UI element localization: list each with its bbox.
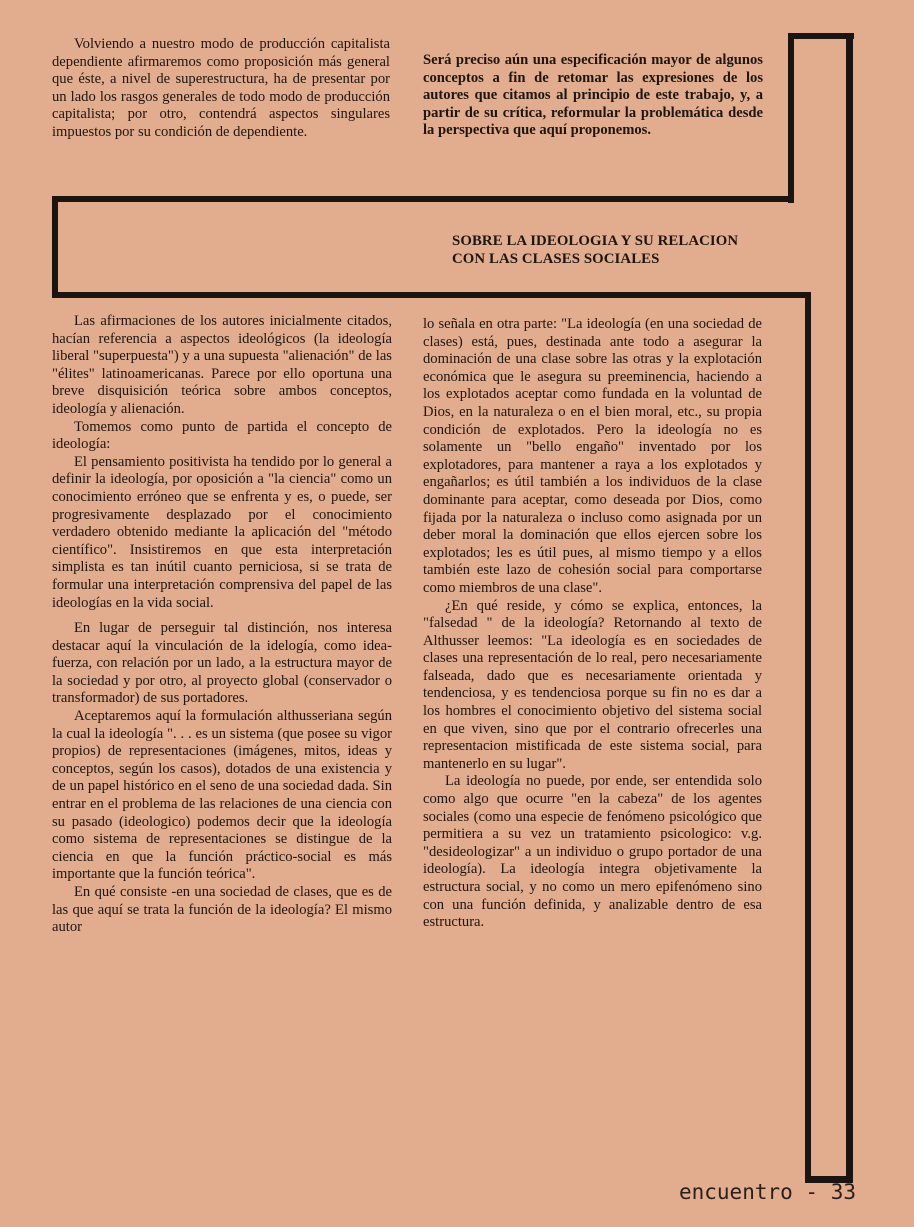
right-paragraph-1: lo señala en otra parte: "La ideología (en una sociedad de clases) está, pues, destinada ante todo a asegurar la dominación de una clase sobre las otras y la explotación económica que le asegura su preeminencia, haciendo a los explotados aceptar como fundada en la voluntad de Dios, en la naturaleza o en el bien moral, etc., su propia condición de explotados. Pero la ideología no es solamente un "bello engaño" inventado por los explotadores, para mantener a raya a los explotados y engañarlos; es útil también a los individuos de la clase dominante para aceptar, como deseada por Dios, como fijada por la naturaleza o incluso como asignada por un deber moral la dominación que ellos ejercen sobre los explotados; les es útil pues, al mismo tiempo y a ellos también este lazo de cohesión social para comportarse como miembros de una clase".	[423, 316, 762, 596]
left-paragraph-1: Las afirmaciones de los autores inicialmente citados, hacían referencia a aspectos ideológicos (la ideología liberal "superpuesta") y a una supuesta "alienación" de las "élites" latinoamericanas. Parece por ello oportuna una breve disquisición teórica sobre ambos conceptos, ideología y alienación.	[52, 313, 392, 417]
top-right-paragraph: Será preciso aún una especificación mayor de algunos conceptos a fin de retomar las expresiones de los autores que citamos al principio de este trabajo, y, a partir de su crítica, reformular la problemática desde la perspectiva que aquí proponemos.	[423, 52, 763, 139]
frame-line-top	[788, 33, 854, 39]
right-paragraph-3: La ideología no puede, por ende, ser entendida solo como algo que ocurre "en la cabeza" de los agentes sociales (como una especie de fenómeno psicológico que permitiera a su vez un tratamiento psicologico: v.g. "desideologizar" a un individuo o grupo portador de una ideología). La ideología integra objetivamente la estructura social, y no como un mero epifenómeno sino con una función definida, y analizable dentro de esa estructura.	[423, 773, 762, 931]
top-left-paragraph: Volviendo a nuestro modo de producción capitalista dependiente afirmaremos como proposición más general que éste, a nivel de superestructura, ha de presentar por un lado los rasgos generales de todo modo de producción capitalista; por otro, contendrá aspectos singulares impuestos por su condición de dependiente.	[52, 36, 390, 140]
right-paragraph-2: ¿En qué reside, y cómo se explica, entonces, la "falsedad " de la ideología? Retornando al texto de Althusser leemos: "La ideología es en sociedades de clases una representación de lo real, pero necesariamente falseada, dado que es necesariamente orientada y tendenciosa, y es tendenciosa porque su fin no es dar a los hombres el conocimiento objetivo del sistema social en que viven, sino que por el contrario ofrecerles una representacion mistificada de este sistema social, para mantenerlo en su lugar".	[423, 597, 762, 772]
top-right-column	[423, 52, 763, 140]
right-column	[423, 316, 762, 932]
left-paragraph-4: En lugar de perseguir tal distinción, nos interesa destacar aquí la vinculación de la idelogía, como idea-fuerza, con relación por un lado, a la estructura mayor de la sociedad y por otro, al proyecto global (conservador o transformador) de sus portadores.	[52, 620, 392, 707]
frame-line-inner-lower	[805, 292, 811, 1183]
left-paragraph-2: Tomemos como punto de partida el concepto de ideología:	[52, 418, 392, 453]
left-paragraph-6: En qué consiste -en una sociedad de clases, que es de las que aquí se trata la función de la ideología? El mismo autor	[52, 884, 392, 936]
frame-line-right	[846, 33, 853, 1183]
section-heading-line-1: SOBRE LA IDEOLOGIA Y SU RELACION	[452, 233, 739, 249]
left-paragraph-3: El pensamiento positivista ha tendido por lo general a definir la ideología, por oposición a "la ciencia" como un conocimiento erróneo que se enfrenta y es, o puede, ser progresivamente desplazado por el conocimiento verdadero obtenido mediante la aplicación del "método científico". Insistiremos en que esta interpretación simplista es tan inútil cuanto perniciosa, si se trata de formular una interpretación comprensiva del papel de las ideologías en la vida social.	[52, 453, 392, 611]
frame-line-heading-left	[52, 196, 58, 298]
frame-line-heading-bottom	[52, 292, 810, 298]
frame-line-inner-upper	[788, 33, 794, 203]
frame-line-heading-top	[52, 196, 794, 202]
left-column	[52, 313, 392, 937]
page-footer: encuentro - 33	[678, 1180, 856, 1204]
section-heading	[452, 232, 792, 268]
left-paragraph-5: Aceptaremos aquí la formulación althusseriana según la cual la ideología ". . . es un sistema (que posee su vigor propios) de representaciones (imágenes, mitos, ideas y conceptos, según los casos), dotados de una existencia y de un papel histórico en el seno de una sociedad dada. Sin entrar en el problema de las relaciones de una ciencia con su pasado (ideologico) podemos decir que la ideología como sistema de representaciones se distingue de la ciencia en que la función práctico-social es más importante que la función teórica".	[52, 708, 392, 883]
section-heading-line-2: CON LAS CLASES SOCIALES	[452, 251, 660, 267]
top-left-column	[52, 36, 390, 142]
